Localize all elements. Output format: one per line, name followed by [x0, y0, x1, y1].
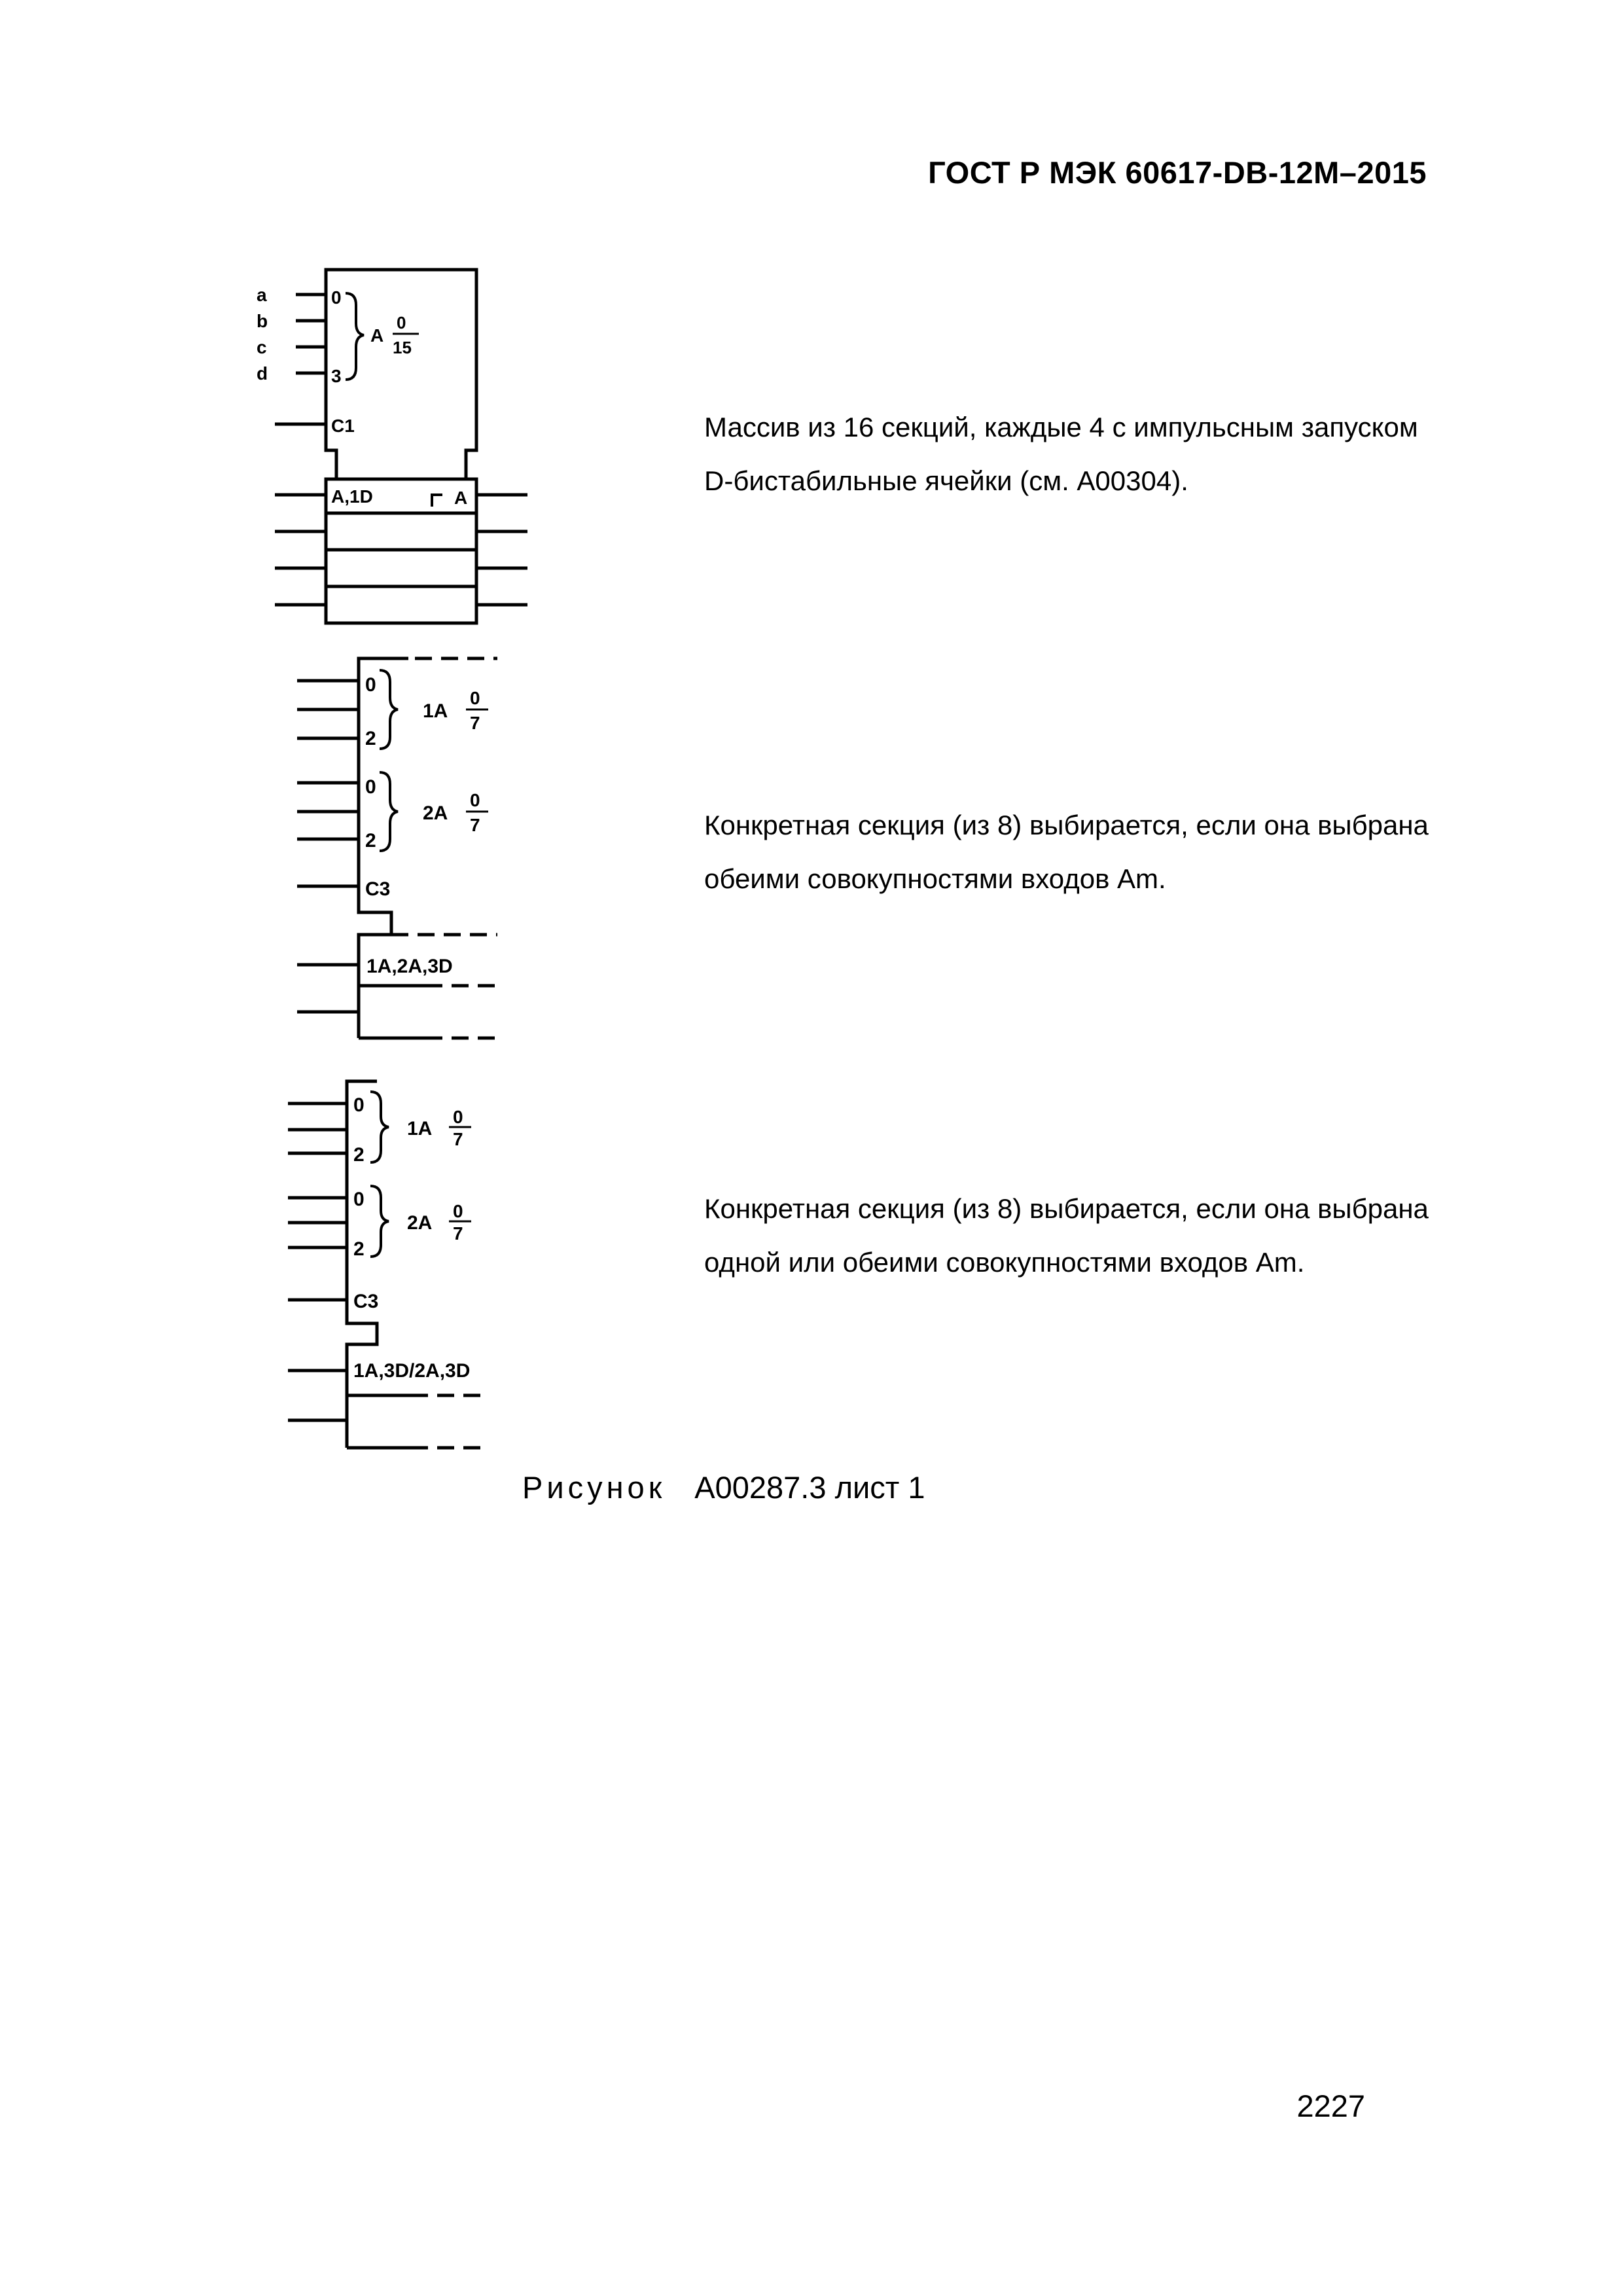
address-label: A	[370, 325, 384, 346]
diagram-stroke: 0	[353, 1189, 365, 1210]
section-4	[326, 586, 476, 623]
diagram-stroke: 7	[470, 815, 480, 835]
bracket-top-label: 0	[331, 287, 342, 308]
diagram-stroke: 0	[365, 674, 376, 696]
diagram-stroke: 0	[470, 688, 480, 708]
symbol-array-16	[257, 270, 527, 623]
symbol-and-selection	[297, 658, 497, 1038]
data-input-label: A,1D	[331, 486, 373, 507]
diagram-stroke: 0	[453, 1107, 463, 1127]
input-label-b: b	[257, 311, 268, 331]
figure-caption	[522, 1469, 925, 1505]
grouping-bracket	[346, 293, 364, 380]
control-block-outline	[326, 270, 476, 479]
group2-label: 2A	[423, 802, 448, 824]
section-2	[326, 513, 476, 550]
diagram-stroke: 7	[453, 1129, 463, 1149]
input-label-d: d	[257, 363, 268, 384]
clock-label: C3	[365, 878, 391, 900]
group2-bracket	[380, 772, 398, 851]
diagram-stroke: 2	[365, 728, 376, 749]
caption-label: Рисунок	[522, 1470, 666, 1505]
clock-label: C3	[353, 1291, 379, 1312]
data-input-label: 1A,3D/2A,3D	[353, 1360, 471, 1382]
group1-label: 1A	[407, 1118, 433, 1139]
symbol-or-selection	[288, 1081, 484, 1448]
bracket-bottom-label: 3	[331, 366, 342, 386]
description-array: Массив из 16 секций, каждые 4 с импульсным запуском D-бистабильные ячейки (см. А00304).	[704, 412, 1418, 496]
page-number: 2227	[1296, 2089, 1365, 2123]
diagram-stroke: 7	[453, 1223, 463, 1244]
group2-bracket	[370, 1186, 389, 1257]
section-3	[326, 550, 476, 586]
diagram-stroke: 2	[365, 830, 376, 852]
control-block-outline	[347, 1081, 377, 1448]
document-header: ГОСТ Р МЭК 60617-DB-12М–2015	[928, 155, 1427, 190]
range-top: 0	[397, 313, 406, 332]
data-input-label: 1A,2A,3D	[366, 956, 453, 977]
group1-bracket	[380, 670, 398, 749]
group1-bracket	[370, 1092, 389, 1162]
input-label-c: c	[257, 337, 267, 357]
range-bottom: 15	[393, 338, 412, 357]
diagram-stroke: 0	[353, 1094, 365, 1116]
diagram-stroke: 7	[470, 713, 480, 733]
diagram-stroke: 0	[365, 776, 376, 798]
description-and-selection: Конкретная секция (из 8) выбирается, если она выбрана обеими совокупностями входов Am.	[704, 810, 1429, 894]
output-symbol	[432, 495, 442, 507]
diagram-stroke: 2	[353, 1144, 365, 1166]
diagram-stroke: 0	[470, 790, 480, 810]
description-or-selection: Конкретная секция (из 8) выбирается, если она выбрана одной или обеими совокупностями входов Am.	[704, 1193, 1429, 1278]
input-label-a: a	[257, 285, 267, 305]
caption-text: А00287.3 лист 1	[694, 1470, 925, 1505]
diagram-stroke: 2	[353, 1238, 365, 1260]
clock-label: C1	[331, 416, 355, 436]
diagram-stroke: 0	[453, 1201, 463, 1221]
group2-label: 2A	[407, 1212, 433, 1234]
output-label: A	[454, 488, 468, 508]
group1-label: 1A	[423, 700, 448, 722]
